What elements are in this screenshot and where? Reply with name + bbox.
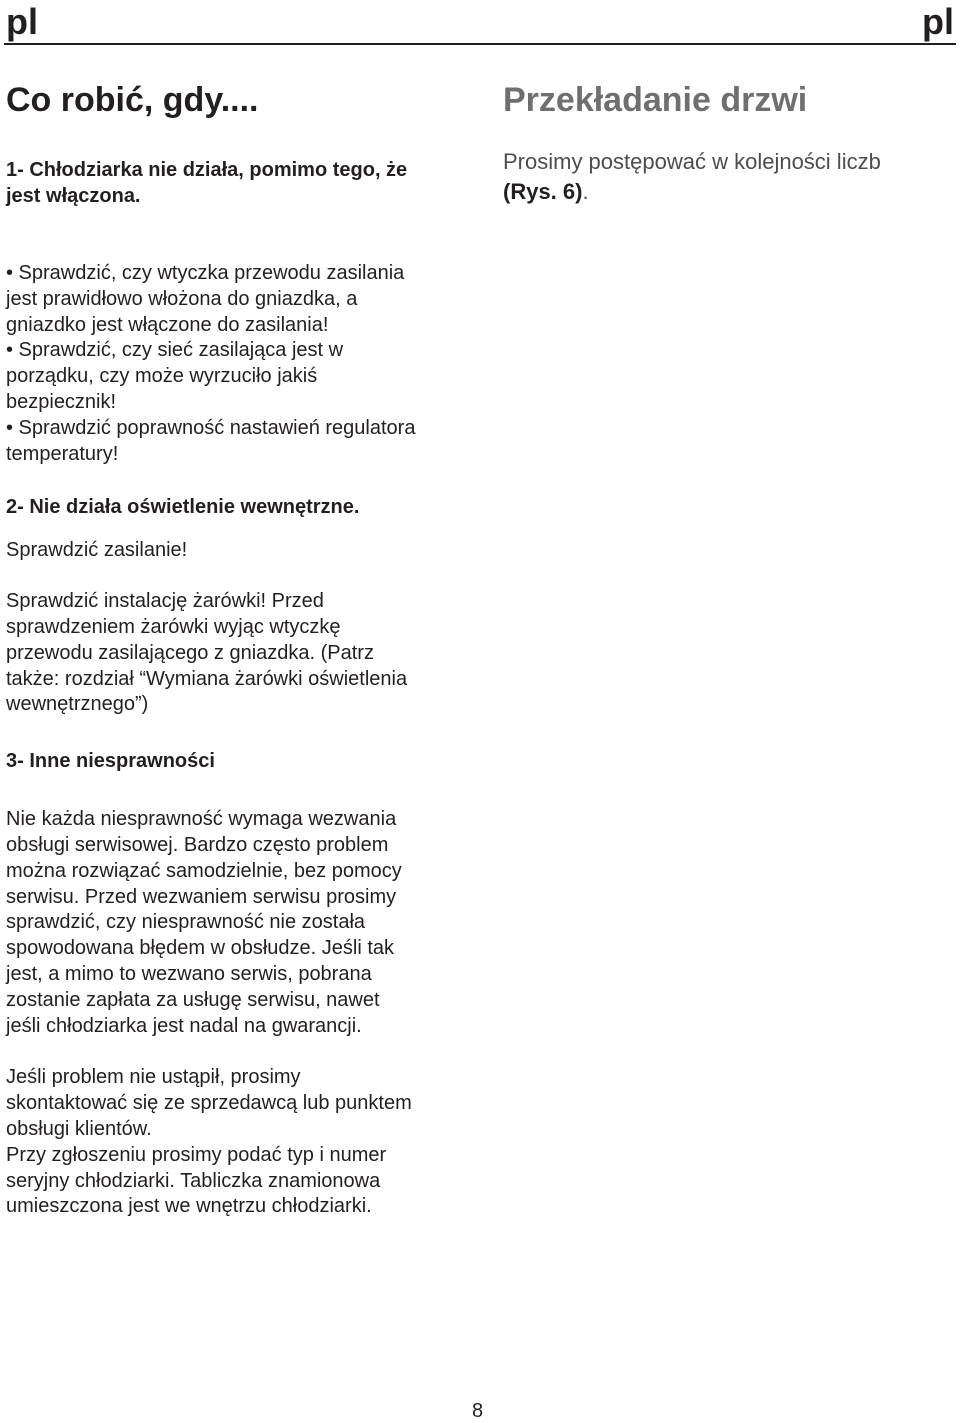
page-title: Co robić, gdy.... — [6, 81, 259, 119]
lang-label-left: pl — [6, 1, 38, 42]
section3-heading: 3- Inne niesprawności — [6, 750, 215, 773]
page-number: 8 — [472, 1400, 484, 1422]
figure-reference: (Rys. 6) — [503, 179, 583, 204]
instruction-text: Prosimy postępować w kolejności liczb (Rys. 6). — [503, 149, 881, 204]
bullet-item: • Sprawdzić, czy sieć zasilająca jest w porządku, czy może wyrzuciło jakiś bezpiecznik! — [6, 339, 344, 413]
right-column — [503, 78, 958, 207]
section2-paragraph: Sprawdzić zasilanie! — [6, 539, 188, 562]
header-rule — [4, 43, 956, 45]
bullet-item: • Sprawdzić, czy wtyczka przewodu zasilania jest prawidłowo włożona do gniazdka, a gniazdko jest włączone do zasilania! — [6, 262, 405, 336]
left-column — [6, 78, 476, 1220]
section3-paragraph: Jeśli problem nie ustąpił, prosimy skontaktować się ze sprzedawcą lub punktem obsługi klientów. Przy zgłoszeniu prosimy podać typ i numer seryjny chłodziarki. Tabliczka znamionowa umieszczona jest we wnętrzu chłodziarki. — [6, 1066, 412, 1218]
bullet-item: • Sprawdzić poprawność nastawień regulatora temperatury! — [6, 416, 416, 465]
section2-heading: 2- Nie działa oświetlenie wewnętrzne. — [6, 496, 360, 519]
section1-heading: 1- Chłodziarka nie działa, pomimo tego, że jest włączona. — [6, 159, 408, 207]
lang-label-right: pl — [922, 1, 954, 42]
section-title: Przekładanie drzwi — [503, 81, 808, 119]
section3-paragraph: Nie każda niesprawność wymaga wezwania obsługi serwisowej. Bardzo często problem można rozwiązać samodzielnie, bez pomocy serwisu. Przed wezwaniem serwisu prosimy sprawdzić, czy niesprawność nie została spowodowana błędem w obsłudze. Jeśli tak jest, a mimo to wezwano serwis, pobrana zostanie zapłata za usługę serwisu, nawet jeśli chłodziarka jest nadal na gwarancji. — [6, 808, 402, 1037]
section1-bullets — [6, 261, 476, 467]
section2-paragraph: Sprawdzić instalację żarówki! Przed sprawdzeniem żarówki wyjąc wtyczkę przewodu zasilającego z gniazdka. (Patrz także: rozdział “Wymiana żarówki oświetlenia wewnętrznego”) — [6, 590, 408, 716]
